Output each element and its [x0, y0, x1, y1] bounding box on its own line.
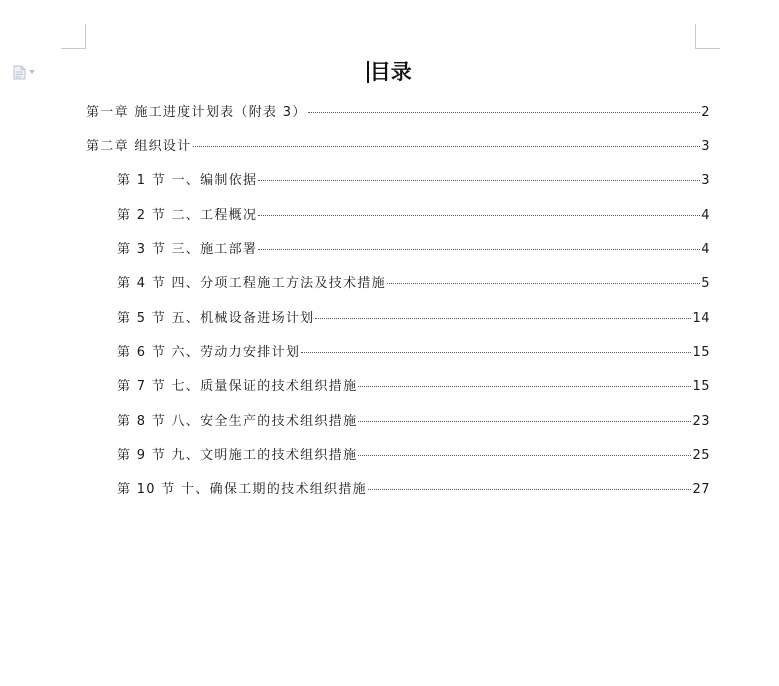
toc-entry[interactable] — [117, 275, 710, 293]
toc-entry[interactable] — [86, 104, 710, 122]
toc-leader — [387, 283, 700, 284]
crop-mark-top-left — [61, 24, 86, 49]
toc-entry-label: 第 6 节 六、劳动力安排计划 — [117, 345, 301, 360]
toc-leader — [301, 352, 691, 353]
toc-entry[interactable] — [117, 310, 710, 328]
toc-entry[interactable] — [117, 378, 710, 396]
toc-page-number: 4 — [701, 208, 710, 223]
crop-mark-top-right — [695, 24, 720, 49]
toc-page-number: 27 — [692, 482, 710, 497]
title-text: 目录 — [369, 59, 412, 84]
toc-entry[interactable] — [117, 241, 710, 259]
toc-leader — [308, 112, 701, 113]
toc-page-number: 4 — [701, 242, 710, 257]
toc-entry[interactable] — [117, 413, 710, 431]
toc-entry[interactable] — [117, 481, 710, 499]
toc-page-number: 5 — [701, 276, 710, 291]
toc-leader — [358, 455, 691, 456]
toc-entry-label: 第二章 组织设计 — [86, 139, 192, 154]
toc-page-number: 15 — [692, 345, 710, 360]
toc-page-number: 2 — [701, 105, 710, 120]
toc-leader — [258, 249, 700, 250]
text-cursor — [367, 61, 369, 83]
toc-entry[interactable] — [117, 172, 710, 190]
toc-entry-label: 第 8 节 八、安全生产的技术组织措施 — [117, 414, 358, 429]
toc-leader — [368, 489, 692, 490]
page-title[interactable] — [0, 58, 779, 86]
toc-leader — [358, 386, 691, 387]
toc-leader — [258, 180, 700, 181]
toc-page-number: 23 — [692, 414, 710, 429]
toc-entry[interactable] — [117, 207, 710, 225]
toc-entry[interactable] — [117, 447, 710, 465]
toc-page-number: 15 — [692, 379, 710, 394]
toc-entry-label: 第 9 节 九、文明施工的技术组织措施 — [117, 448, 358, 463]
toc-leader — [258, 215, 700, 216]
toc-entry-label: 第 2 节 二、工程概况 — [117, 208, 258, 223]
toc-entry-label: 第 7 节 七、质量保证的技术组织措施 — [117, 379, 358, 394]
toc-leader — [315, 318, 691, 319]
toc-entry-label: 第 10 节 十、确保工期的技术组织措施 — [117, 482, 367, 497]
toc-page-number: 25 — [692, 448, 710, 463]
toc-leader — [193, 146, 701, 147]
toc-page-number: 14 — [692, 311, 710, 326]
toc-entry[interactable] — [86, 138, 710, 156]
toc-entry-label: 第 3 节 三、施工部署 — [117, 242, 258, 257]
toc-entry-label: 第 5 节 五、机械设备进场计划 — [117, 311, 315, 326]
toc-page-number: 3 — [701, 139, 710, 154]
toc-leader — [358, 421, 691, 422]
toc-entry-label: 第一章 施工进度计划表（附表 3） — [86, 105, 307, 120]
toc-entry[interactable] — [117, 344, 710, 362]
toc-entry-label: 第 1 节 一、编制依据 — [117, 173, 258, 188]
toc-entry-label: 第 4 节 四、分项工程施工方法及技术措施 — [117, 276, 386, 291]
toc-page-number: 3 — [701, 173, 710, 188]
